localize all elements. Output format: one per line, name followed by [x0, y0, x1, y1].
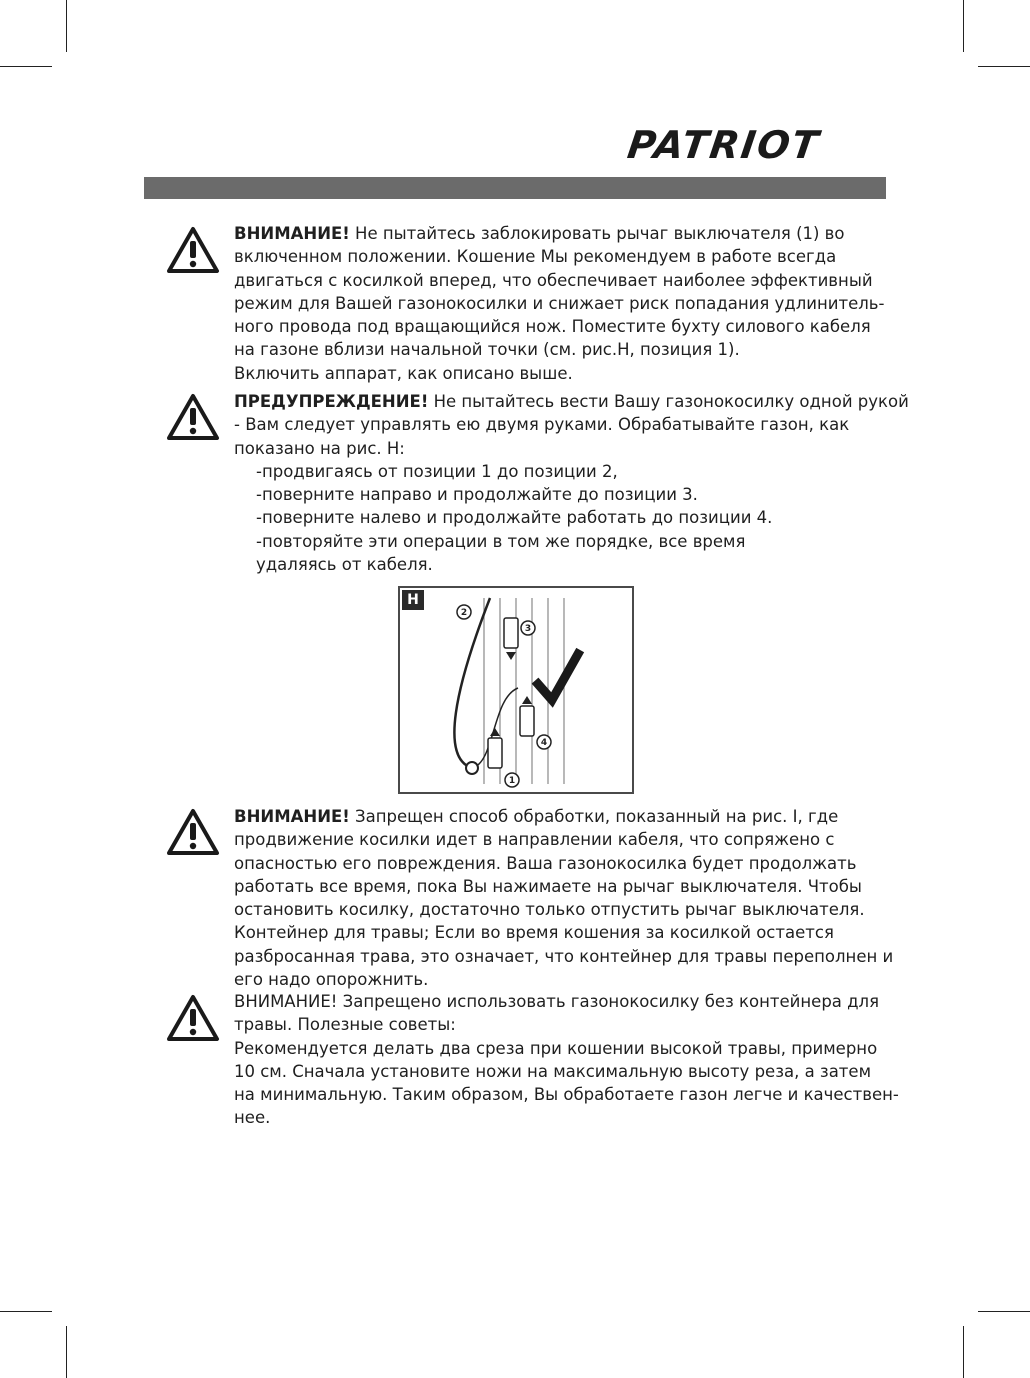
warning-icon — [166, 393, 220, 441]
warning-icon — [166, 808, 220, 856]
figure-mowing-pattern — [398, 586, 634, 794]
header-bar — [144, 177, 886, 199]
text-line: двигаться с косилкой вперед, что обеспечивает наиболее эффективный — [234, 270, 873, 290]
text-line: -повторяйте эти операции в том же порядке, все время — [256, 531, 746, 551]
figure-label: H — [402, 590, 424, 610]
text-line: 10 см. Сначала установите ножи на максимальную высоту реза, а затем — [234, 1061, 872, 1081]
text-line: его надо опорожнить. — [234, 970, 429, 990]
text-line: на минимальную. Таким образом, Вы обработаете газон легче и качествен- — [234, 1085, 899, 1105]
section-warning-4 — [234, 990, 899, 1130]
crop-mark — [978, 1311, 1030, 1312]
text-line: остановить косилку, достаточно только отпустить рычаг выключателя. — [234, 900, 865, 920]
text-line: Рекомендуется делать два среза при кошении высокой травы, примерно — [234, 1038, 878, 1058]
text-line: ПРЕДУПРЕЖДЕНИЕ! Не пытайтесь вести Вашу газонокосилку одной рукой — [234, 392, 909, 411]
text-line: удаляясь от кабеля. — [256, 555, 433, 575]
position-label: 1 — [508, 776, 516, 786]
text-line: ВНИМАНИЕ! Не пытайтесь заблокировать рычаг выключателя (1) во — [234, 224, 845, 243]
text-line: опасностью его повреждения. Ваша газонокосилка будет продолжать — [234, 853, 857, 873]
text-line: показано на рис. H: — [234, 438, 405, 458]
mowing-diagram — [400, 588, 632, 792]
crop-mark — [0, 1311, 52, 1312]
text-line: ВНИМАНИЕ! Запрещено использовать газонокосилку без контейнера для — [234, 992, 880, 1011]
crop-mark — [963, 0, 964, 52]
position-label: 3 — [524, 624, 532, 634]
text-line: ВНИМАНИЕ! Запрещен способ обработки, показанный на рис. I, где — [234, 807, 839, 826]
brand-logo: PATRIOT — [624, 123, 823, 167]
text-line: Включить аппарат, как описано выше. — [234, 363, 573, 383]
text-line: Контейнер для травы; Если во время кошения за косилкой остается — [234, 923, 834, 943]
text-line: -продвигаясь от позиции 1 до позиции 2, — [256, 461, 618, 481]
section-warning-2 — [234, 390, 909, 576]
crop-mark — [0, 66, 52, 67]
position-label: 2 — [460, 608, 468, 618]
warning-icon — [166, 994, 220, 1042]
text-line: -поверните направо и продолжайте до позиции 3. — [256, 485, 698, 505]
text-line: включенном положении. Кошение Мы рекомендуем в работе всегда — [234, 247, 837, 267]
text-line: продвижение косилки идет в направлении кабеля, что сопряжено с — [234, 830, 835, 850]
text-line: работать все время, пока Вы нажимаете на рычаг выключателя. Чтобы — [234, 876, 862, 896]
text-line: режим для Вашей газонокосилки и снижает риск попадания удлинитель- — [234, 293, 885, 313]
crop-mark — [978, 66, 1030, 67]
text-line: - Вам следует управлять ею двумя руками. Обрабатывайте газон, как — [234, 415, 850, 435]
crop-mark — [66, 1326, 67, 1378]
position-label: 4 — [540, 738, 548, 748]
text-line: на газоне вблизи начальной точки (см. рис.H, позиция 1). — [234, 340, 740, 360]
text-line: -поверните налево и продолжайте работать до позиции 4. — [256, 508, 773, 528]
text-line: травы. Полезные советы: — [234, 1015, 456, 1035]
warning-icon — [166, 226, 220, 274]
text-line: нее. — [234, 1108, 271, 1128]
crop-mark — [66, 0, 67, 52]
crop-mark — [963, 1326, 964, 1378]
section-warning-1 — [234, 222, 885, 385]
text-line: ного провода под вращающийся нож. Поместите бухту силового кабеля — [234, 317, 871, 337]
section-warning-3 — [234, 805, 894, 991]
text-line: разбросанная трава, это означает, что контейнер для травы переполнен и — [234, 946, 894, 966]
